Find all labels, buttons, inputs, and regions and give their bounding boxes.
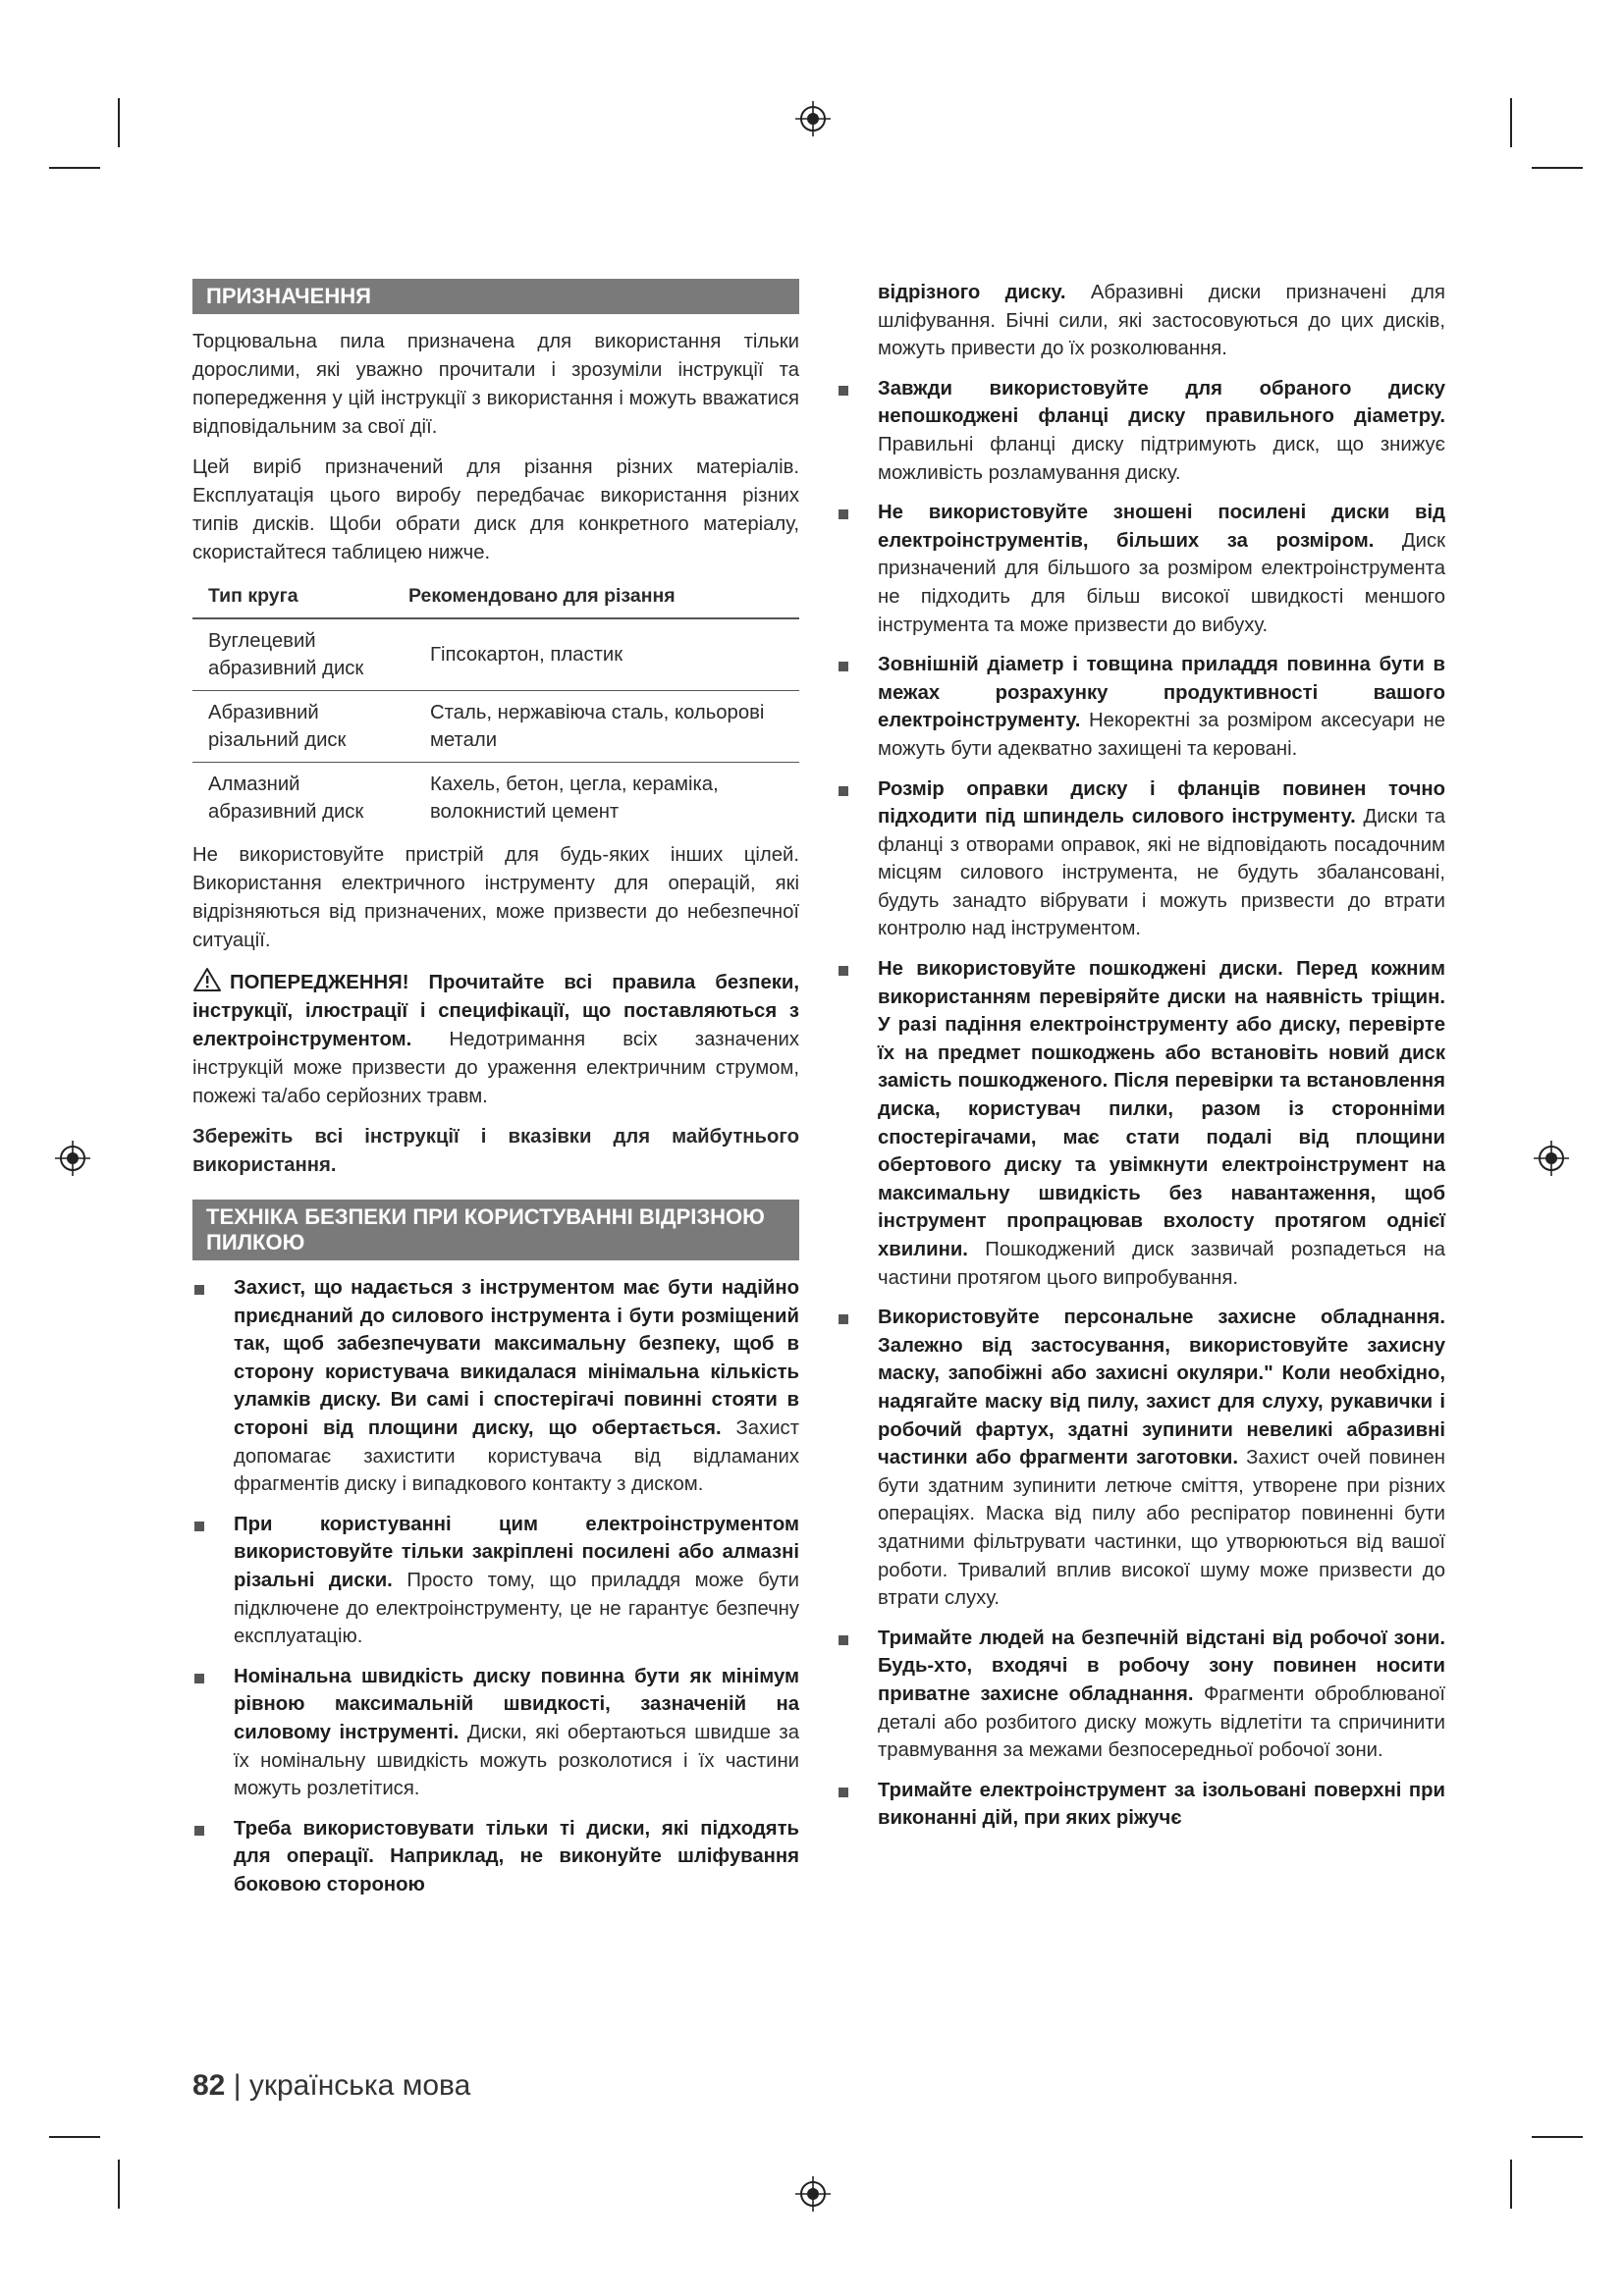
section-title: ПРИЗНАЧЕННЯ xyxy=(192,279,799,314)
list-item xyxy=(837,1304,1445,1613)
list-item xyxy=(192,1815,799,1899)
table-cell: Алмазний абразивний диск xyxy=(208,774,364,823)
item-bold: Не використовуйте пошкоджені диски. Перед кожним використанням перевіряйте диски на наявність тріщин. У разі падіння електроінструменту або диску, перевірте їх на предмет пошкоджень або встановіть новий диск замість пошкодженого. Після перевірки та встановлення диска, користувач пилки, разом із сторонніми спостерігачами, має стати подалі від площини обертового диску та увімкнути електроінструмент на максимальну швидкість без навантаження, щоб інструмент пропрацював вхолосту протягом однієї хвилини. xyxy=(878,958,1445,1260)
item-bold: Треба використовувати тільки ті диски, які підходять для операції. Наприклад, не виконуйте шліфування боковою стороною xyxy=(234,1817,799,1896)
paragraph: Торцювальна пила призначена для використання тільки дорослими, які уважно прочитали і зрозуміли інструкції та попередження у цій інструкції з використання і можуть вважатися відповідальним за свої дії. xyxy=(192,331,799,438)
table-cell: Сталь, нержавіюча сталь, кольорові метали xyxy=(405,691,799,763)
list-item xyxy=(837,499,1445,639)
save-instructions-note: Збережіть всі інструкції і вказівки для майбутнього використання. xyxy=(192,1126,799,1176)
list-item xyxy=(192,1511,799,1651)
list-item xyxy=(837,375,1445,487)
item-bold: відрізного диску. xyxy=(878,282,1066,303)
crop-mark xyxy=(1532,167,1583,169)
item-text: Диски та фланці з отворами оправок, які не відповідають посадочним місцям силового інструмента, не будуть збалансовані, будуть занадто вібрувати і можуть призвести до втрати контролю над інструментом. xyxy=(878,806,1445,940)
warning-paragraph xyxy=(192,967,799,1111)
footer-language: українська мова xyxy=(248,2069,471,2102)
list-item xyxy=(837,1777,1445,1833)
item-text: Захист допомагає захистити користувача від відламаних фрагментів диску і випадкового контакту з диском. xyxy=(234,1416,799,1496)
item-text: Правильні фланці диску підтримують диск, що знижує можливість розламування диску. xyxy=(878,433,1445,484)
warning-triangle-icon xyxy=(192,967,222,992)
table-cell: Вуглецевий абразивний диск xyxy=(192,618,405,691)
table-cell: Гіпсокартон, пластик xyxy=(405,618,799,691)
table-row xyxy=(192,763,799,834)
section-title: ТЕХНІКА БЕЗПЕКИ ПРИ КОРИСТУВАННІ ВІДРІЗНОЮ ПИЛКОЮ xyxy=(192,1200,799,1260)
item-text: Пошкоджений диск зазвичай розпадеться на частини протягом цього випробування. xyxy=(878,1239,1445,1289)
continued-item xyxy=(878,279,1445,363)
item-text: Диск призначений для більшого за розміром електроінструмента не підходить для більш високої швидкості меншого інструмента та може призвести до вибуху. xyxy=(878,529,1445,636)
crop-mark xyxy=(1510,98,1512,147)
crop-mark xyxy=(49,2136,100,2138)
item-bold: Номінальна швидкість диску повинна бути як мінімум рівною максимальній швидкості, зазначеній на силовому інструменті. xyxy=(234,1665,799,1743)
registration-mark-icon xyxy=(795,2176,831,2212)
crop-mark xyxy=(1532,2136,1583,2138)
item-bold: Зовнішній діаметр і товщина приладдя повинна бути в межах розрахунку продуктивності вашого електроінструменту. xyxy=(878,654,1445,732)
table-cell: Кахель, бетон, цегла, кераміка, волокнистий цемент xyxy=(430,774,719,823)
item-bold: Використовуйте персональне захисне обладнання. Залежно від застосування, використовуйте захисну маску, запобіжні або захисні окуляри." Коли необхідно, надягайте маску від пилу, захист для слуху, рукавички і робочий фартух, здатні зупинити невеликі абразивні частинки або фрагменти заготовки. xyxy=(878,1307,1445,1469)
page-footer xyxy=(192,2069,470,2103)
list-item xyxy=(837,775,1445,944)
right-column xyxy=(837,279,1445,1844)
paragraph: Не використовуйте пристрій для будь-яких інших цілей. Використання електричного інструменту для операцій, які відрізняються від призначених, може призвести до небезпечної ситуації. xyxy=(192,844,799,951)
safety-list-right xyxy=(837,375,1445,1833)
list-item xyxy=(192,1663,799,1803)
left-column xyxy=(192,279,799,1910)
crop-mark xyxy=(1510,2160,1512,2209)
warning-bold: ПОПЕРЕДЖЕННЯ! Прочитайте всі правила безпеки, інструкції, ілюстрації і специфікації, що поставляються з електроінструментом. xyxy=(192,972,799,1050)
item-text: Захист очей повинен бути здатним зупинити летюче сміття, утворене при різних операціях. Маска від пилу або респіратор повиненні бути здатними фільтрувати частинки, що утворюються від вашої роботи. Тривалий вплив високої шуму може призвести до втрати слуху. xyxy=(878,1447,1445,1610)
page-number: 82 xyxy=(192,2069,226,2102)
registration-mark-icon xyxy=(795,101,831,136)
item-text: Диски, які обертаються швидше за їх номінальну швидкість можуть розколотися і їх частини можуть розлетітися. xyxy=(234,1721,799,1800)
crop-mark xyxy=(118,98,120,147)
table-header: Рекомендовано для різання xyxy=(405,579,799,618)
footer-separator: | xyxy=(233,2069,242,2102)
item-text: Абразивні диски призначені для шліфування. Бічні сили, які застосовуються до цих дисків, можуть привести до їх розколювання. xyxy=(878,282,1445,360)
item-bold: Не використовуйте зношені посилені диски від електроінструментів, більших за розміром. xyxy=(878,502,1445,552)
crop-mark xyxy=(49,167,100,169)
warning-text: Недотримання всіх зазначених інструкцій може призвести до ураження електричним струмом, пожежі та/або серйозних травм. xyxy=(192,1029,799,1107)
item-text: Фрагменти оброблюваної деталі або розбитого диску можуть відлетіти та спричинити травмування за межами безпосередньої робочої зони. xyxy=(878,1682,1445,1762)
list-item xyxy=(837,651,1445,763)
table-header: Тип круга xyxy=(192,579,405,618)
item-bold: При користуванні цим електроінструментом використовуйте тільки закріплені посилені або алмазні різальні диски. xyxy=(234,1513,799,1591)
item-bold: Тримайте людей на безпечній відстані від робочої зони. Будь-хто, входячі в робочу зону повинен носити приватне захисне обладнання. xyxy=(878,1627,1445,1705)
item-bold: Тримайте електроінструмент за ізольовані поверхні при виконанні дій, при яких ріжучє xyxy=(878,1779,1445,1830)
table-row xyxy=(192,618,799,691)
safety-list-left xyxy=(192,1274,799,1898)
list-item xyxy=(192,1274,799,1499)
crop-mark xyxy=(118,2160,120,2209)
table-cell: Абразивний різальний диск xyxy=(192,691,405,763)
item-text: Просто тому, що приладдя може бути підключене до електроінструменту, це не гарантує безпечну експлуатацію. xyxy=(234,1569,799,1648)
item-bold: Захист, що надається з інструментом має бути надійно приєднаний до силового інструмента і бути розміщений так, щоб забезпечувати максимальну безпеку, щоб в сторону користувача викидалася мінімальна кількість уламків диску. Ви самі і спостерігачі повинні стояти в стороні від площини диску, що обертається. xyxy=(234,1277,799,1439)
table-row xyxy=(192,691,799,763)
list-item xyxy=(837,1625,1445,1765)
registration-mark-icon xyxy=(1534,1141,1569,1176)
registration-mark-icon xyxy=(55,1141,90,1176)
item-text: Некоректні за розміром аксесуари не можуть бути адекватно захищені та керовані. xyxy=(878,710,1445,760)
paragraph: Цей виріб призначений для різання різних матеріалів. Експлуатація цього виробу передбачає використання різних типів дисків. Щоби обрати диск для конкретного матеріалу, скористайтеся таблицею нижче. xyxy=(192,456,799,563)
list-item xyxy=(837,955,1445,1292)
disc-type-table xyxy=(192,579,799,833)
item-bold: Розмір оправки диску і фланців повинен точно підходити під шпиндель силового інструменту. xyxy=(878,777,1445,828)
item-bold: Завжди використовуйте для обраного диску непошкоджені фланці диску правильного діаметру. xyxy=(878,377,1445,428)
